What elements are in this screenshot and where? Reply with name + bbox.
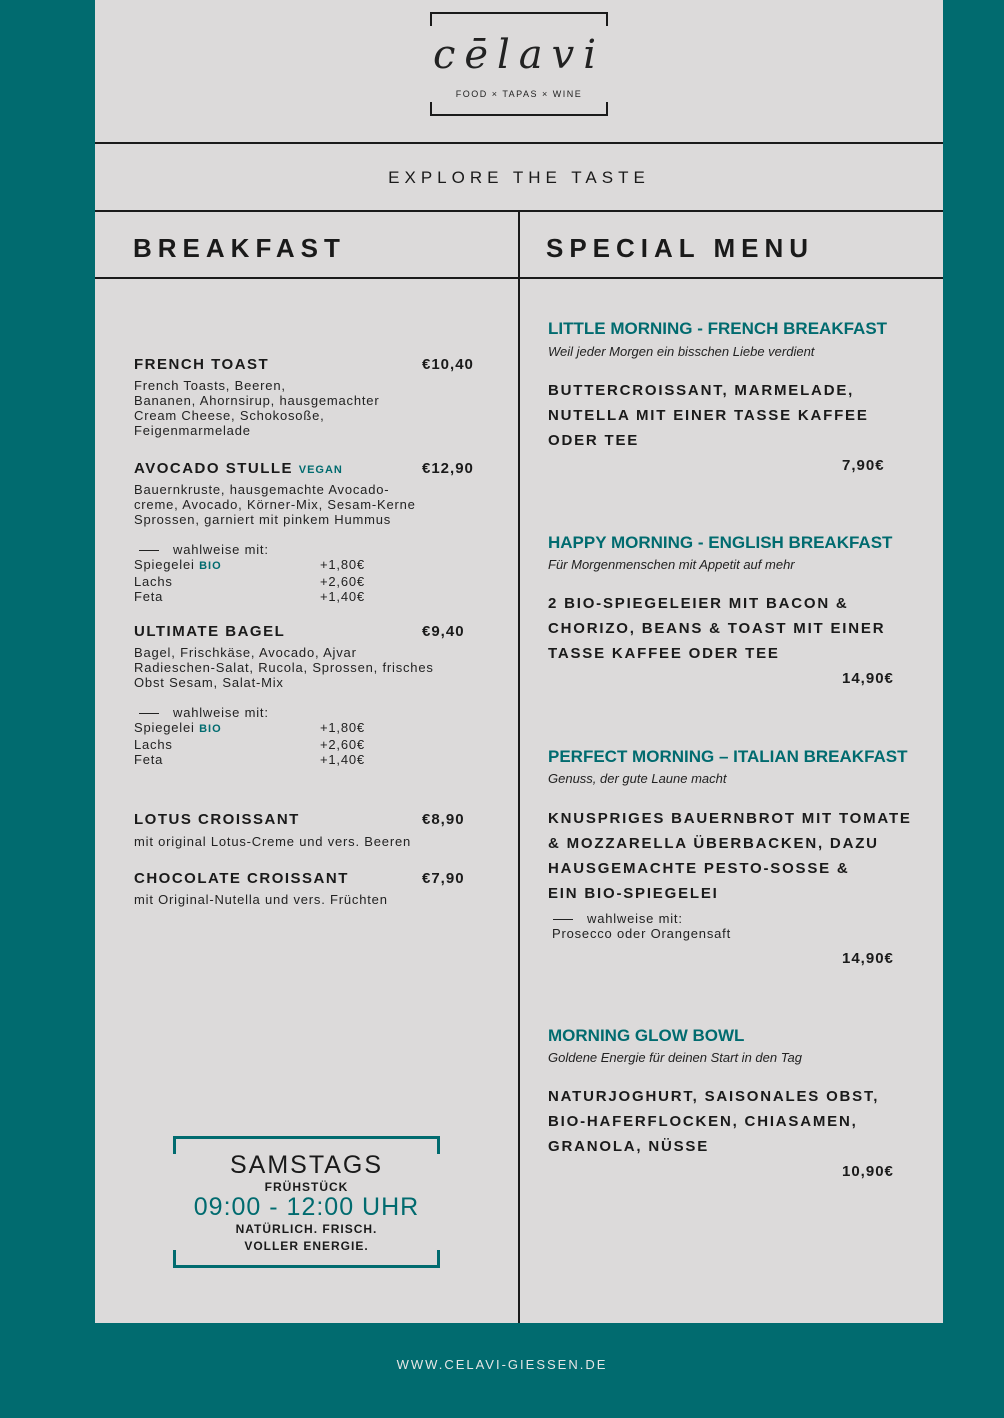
logo-corner <box>430 12 444 26</box>
logo-subtitle: FOOD × TAPAS × WINE <box>455 89 583 99</box>
opening-hours-box <box>173 1136 440 1268</box>
special-item-subtitle: Weil jeder Morgen ein bisschen Liebe verdient <box>548 344 815 359</box>
item-description: French Toasts, Beeren, Bananen, Ahornsirup, hausgemachter Cream Cheese, Schokosoße, Feigenmarmelade <box>134 378 380 438</box>
special-item-description: KNUSPRIGES BAUERNBROT MIT TOMATE & MOZZARELLA ÜBERBACKEN, DAZU HAUSGEMACHTE PESTO-SOSSE & EIN BIO-SPIEGELEI <box>548 810 912 902</box>
divider <box>95 142 943 144</box>
item-price: €8,90 <box>422 811 465 828</box>
item-description: mit original Lotus-Creme und vers. Beeren <box>134 834 412 849</box>
options-list: wahlweise mit: Spiegelei BIO +1,80€ Lachs +2,60€ Feta +1,40€ <box>134 542 365 604</box>
dash-icon <box>139 713 159 714</box>
options-list: wahlweise mit: Spiegelei BIO +1,80€ Lachs +2,60€ Feta +1,40€ <box>134 705 365 767</box>
special-item-title: LITTLE MORNING - FRENCH BREAKFAST <box>548 319 888 338</box>
special-item-title: MORNING GLOW BOWL <box>548 1026 745 1045</box>
special-item-title: HAPPY MORNING - ENGLISH BREAKFAST <box>548 533 893 552</box>
hours-label: FRÜHSTÜCK <box>264 1180 349 1194</box>
hours-day: SAMSTAGS <box>229 1151 384 1179</box>
dash-icon <box>139 550 159 551</box>
logo-frame-bottom <box>430 114 608 116</box>
special-item-description: 2 BIO-SPIEGELEIER MIT BACON & CHORIZO, BEANS & TOAST MIT EINER TASSE KAFFEE ODER TEE <box>548 595 886 662</box>
special-item-price: 14,90€ <box>842 950 894 967</box>
item-title: AVOCADO STULLE VEGAN <box>134 460 343 477</box>
logo <box>430 12 608 116</box>
dash-icon <box>553 919 573 920</box>
special-item-subtitle: Goldene Energie für deinen Start in den Tag <box>548 1050 802 1065</box>
special-item-title: PERFECT MORNING – ITALIAN BREAKFAST <box>548 747 908 766</box>
special-item-price: 14,90€ <box>842 670 894 687</box>
tagline: EXPLORE THE TASTE <box>388 168 650 187</box>
item-price: €9,40 <box>422 623 465 640</box>
item-title: LOTUS CROISSANT <box>134 811 300 828</box>
vegan-badge: VEGAN <box>298 464 343 476</box>
item-price: €7,90 <box>422 870 465 887</box>
breakfast-heading: BREAKFAST <box>133 233 346 263</box>
item-description: Bagel, Frischkäse, Avocado, Ajvar Radieschen-Salat, Rucola, Sprossen, frisches Obst Sesam, Salat-Mix <box>134 645 434 690</box>
item-title: CHOCOLATE CROISSANT <box>134 870 349 887</box>
special-item-price: 10,90€ <box>842 1163 894 1180</box>
logo-corner <box>594 102 608 116</box>
special-item-description: NATURJOGHURT, SAISONALES OBST, BIO-HAFERFLOCKEN, CHIASAMEN, GRANOLA, NÜSSE <box>548 1088 880 1155</box>
website-link[interactable]: WWW.CELAVI-GIESSEN.DE <box>396 1357 608 1372</box>
special-item-subtitle: Genuss, der gute Laune macht <box>548 771 727 786</box>
special-option: wahlweise mit: Prosecco oder Orangensaft <box>552 911 731 941</box>
logo-corner <box>594 12 608 26</box>
logo-frame-top <box>430 12 608 14</box>
special-item-subtitle: Für Morgenmenschen mit Appetit auf mehr <box>548 557 795 572</box>
item-title: FRENCH TOAST <box>134 356 270 373</box>
item-title: ULTIMATE BAGEL <box>134 623 286 640</box>
logo-corner <box>430 102 444 116</box>
hours-time: 09:00 - 12:00 UHR <box>193 1193 420 1221</box>
item-price: €12,90 <box>422 460 474 477</box>
special-item-description: BUTTERCROISSANT, MARMELADE, NUTELLA MIT EINER TASSE KAFFEE ODER TEE <box>548 382 869 449</box>
hours-slogan: NATÜRLICH. FRISCH. VOLLER ENERGIE. <box>235 1222 378 1253</box>
item-description: mit Original-Nutella und vers. Früchten <box>134 892 388 907</box>
column-divider <box>518 211 520 1323</box>
special-item-price: 7,90€ <box>842 457 885 474</box>
special-menu-heading: SPECIAL MENU <box>546 233 814 263</box>
menu-page <box>95 0 943 1323</box>
logo-name: cēlavi <box>432 32 606 78</box>
item-description: Bauernkruste, hausgemachte Avocado- creme, Avocado, Körner-Mix, Sesam-Kerne Sprossen, garniert mit pinkem Hummus <box>134 482 416 527</box>
item-price: €10,40 <box>422 356 474 373</box>
